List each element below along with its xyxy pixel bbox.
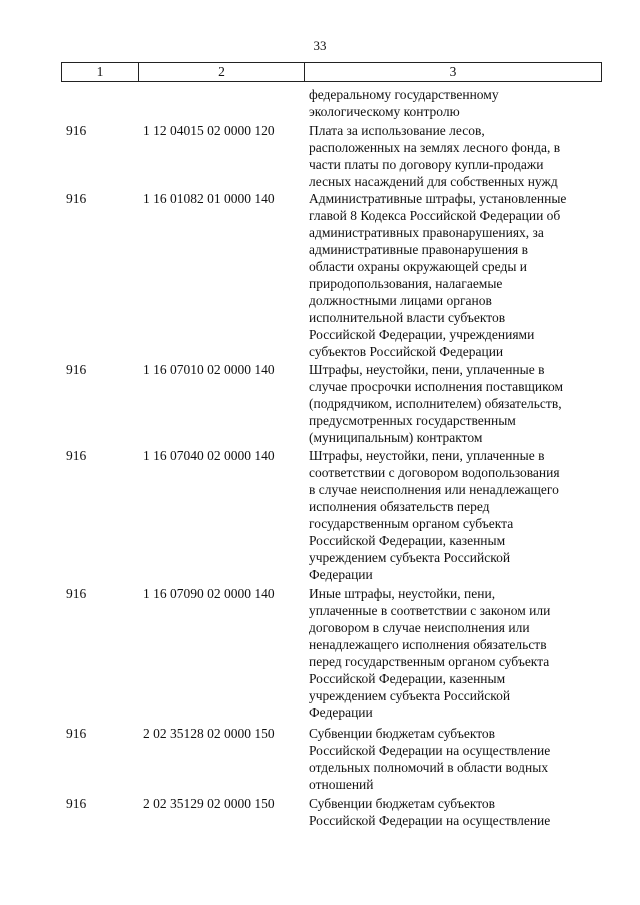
description-line: предусмотренных государственным [309, 413, 516, 428]
revenue-code: 1 16 07010 02 0000 140 [143, 362, 275, 377]
description-line: отношений [309, 777, 374, 792]
description-line: части платы по договору купли-продажи [309, 157, 544, 172]
description-line: административных правонарушениях, за [309, 225, 544, 240]
description-line: отдельных полномочий в области водных [309, 760, 549, 775]
description-line: ненадлежащего исполнения обязательств [309, 637, 547, 652]
description-line: лесных насаждений для собственных нужд [309, 174, 558, 189]
description-line: Российской Федерации, казенным [309, 533, 506, 548]
admin-code: 916 [66, 448, 87, 463]
admin-code: 916 [66, 362, 87, 377]
admin-code: 916 [66, 191, 87, 206]
header-col-2: 2 [218, 64, 225, 79]
description-line: (подрядчиком, исполнителем) обязательств, [309, 396, 562, 411]
description-line: случае просрочки исполнения поставщиком [309, 379, 564, 394]
description-line: Федерации [309, 705, 373, 720]
description-line: Российской Федерации на осуществление [309, 743, 551, 758]
description-line: (муниципальным) контрактом [309, 430, 483, 445]
revenue-code: 1 16 07040 02 0000 140 [143, 448, 275, 463]
description-line: Иные штрафы, неустойки, пени, [309, 586, 496, 601]
description-line: области охраны окружающей среды и [309, 259, 528, 274]
description-line: административные правонарушения в [309, 242, 529, 257]
description-line: уплаченные в соответствии с законом или [309, 603, 551, 618]
header-col-3: 3 [449, 64, 457, 79]
continuation-line: экологическому контролю [309, 104, 460, 119]
description-line: Субвенции бюджетам субъектов [309, 796, 496, 811]
description-line: Российской Федерации, казенным [309, 671, 506, 686]
description-line: Административные штрафы, установленные [309, 191, 567, 206]
description-line: соответствии с договором водопользования [309, 465, 560, 480]
description-line: Штрафы, неустойки, пени, уплаченные в [309, 362, 545, 377]
description-line: расположенных на землях лесного фонда, в [309, 140, 561, 155]
description-line: в случае неисполнения или ненадлежащего [309, 482, 559, 497]
description-line: Федерации [309, 567, 373, 582]
description-line: субъектов Российской Федерации [309, 344, 504, 359]
header-col-1: 1 [96, 64, 104, 79]
admin-code: 916 [66, 123, 87, 138]
page-number: 33 [313, 38, 327, 53]
revenue-code: 1 12 04015 02 0000 120 [143, 123, 275, 138]
revenue-code: 2 02 35129 02 0000 150 [143, 796, 275, 811]
revenue-code: 2 02 35128 02 0000 150 [143, 726, 275, 741]
continuation-line: федеральному государственному [309, 87, 499, 102]
description-line: Субвенции бюджетам субъектов [309, 726, 496, 741]
table-header [61, 62, 602, 82]
admin-code: 916 [66, 586, 87, 601]
description-line: природопользования, налагаемые [309, 276, 503, 291]
description-line: исполнительной власти субъектов [309, 310, 506, 325]
description-line: должностными лицами органов [309, 293, 492, 308]
description-line: договором в случае неисполнения или [309, 620, 530, 635]
admin-code: 916 [66, 796, 87, 811]
description-line: Штрафы, неустойки, пени, уплаченные в [309, 448, 545, 463]
admin-code: 916 [66, 726, 87, 741]
description-line: учреждением субъекта Российской [309, 688, 511, 703]
revenue-code: 1 16 01082 01 0000 140 [143, 191, 275, 206]
description-line: перед государственным органом субъекта [309, 654, 550, 669]
revenue-code: 1 16 07090 02 0000 140 [143, 586, 275, 601]
description-line: государственным органом субъекта [309, 516, 514, 531]
description-line: Российской Федерации, учреждениями [309, 327, 535, 342]
description-line: Российской Федерации на осуществление [309, 813, 551, 828]
description-line: Плата за использование лесов, [309, 123, 485, 138]
description-line: учреждением субъекта Российской [309, 550, 511, 565]
description-line: главой 8 Кодекса Российской Федерации об [309, 208, 561, 223]
description-line: исполнения обязательств перед [309, 499, 490, 514]
